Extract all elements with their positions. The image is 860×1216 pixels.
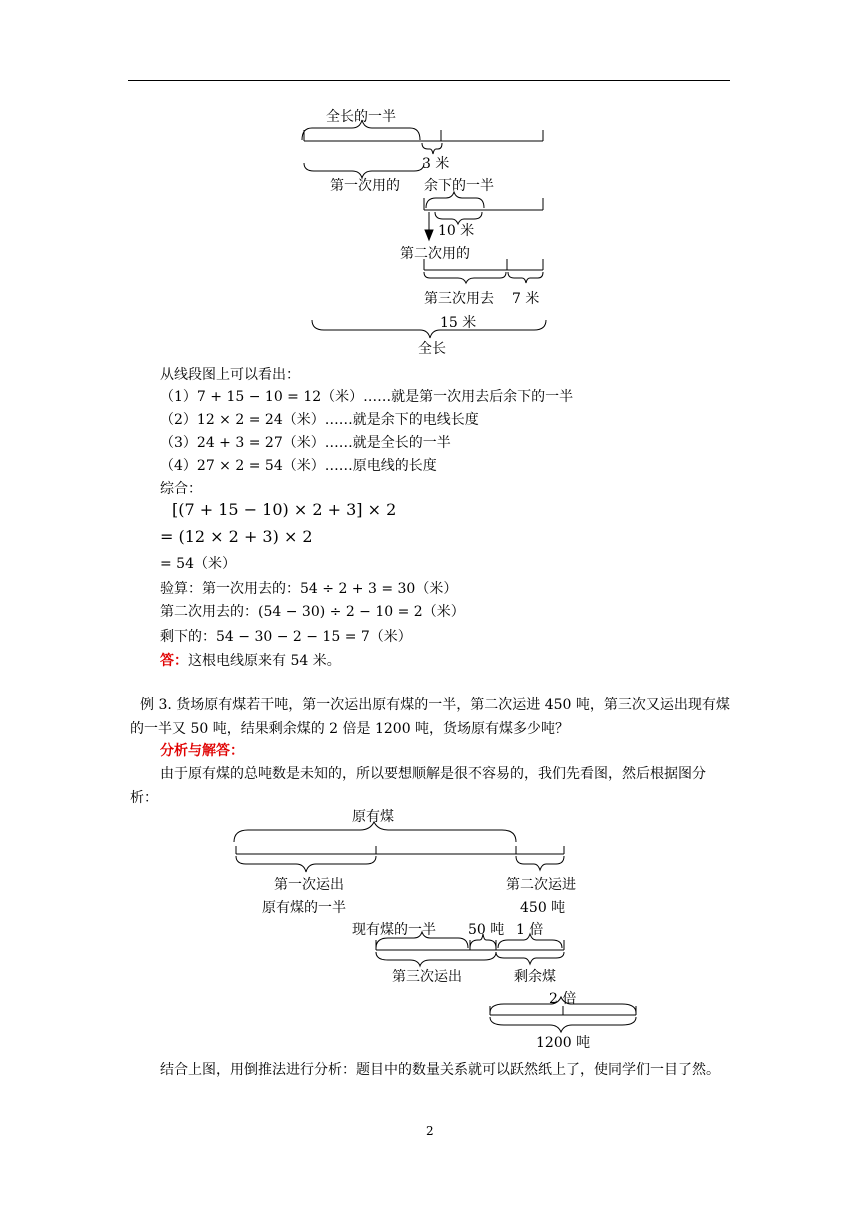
step-expression: 7 + 15 − 10 = 12 [196, 389, 322, 405]
page-number: 2 [426, 1124, 434, 1138]
label-first-used: 第一次用的 [330, 178, 400, 194]
step-expression: 12 × 2 = 24 [196, 412, 283, 428]
label-original-coal: 原有煤 [352, 809, 394, 825]
label-3m: 3 米 [422, 156, 450, 172]
example3-problem: 例 3. 货场原有煤若干吨，第一次运出原有煤的一半，第二次运进 450 吨，第三次又运出现有煤的一半又 50 吨，结果剩余煤的 2 倍是 1200 吨，货场原有煤多少吨？ [130, 697, 730, 737]
answer-text: 这根电线原来有 54 米。 [188, 653, 341, 669]
step-description: （米）……原电线的长度 [282, 458, 437, 474]
label-second-in: 第二次运进 [506, 877, 576, 893]
step-expression: 24 + 3 = 27 [196, 435, 283, 451]
label-half-length: 全长的一半 [326, 109, 396, 125]
label-third-out: 第三次运出 [392, 969, 462, 985]
label-full-length: 全长 [418, 341, 446, 357]
label-15m: 15 米 [440, 315, 477, 331]
combined-label: 综合： [160, 481, 202, 497]
step-number: （1） [160, 389, 197, 405]
label-second-used: 第二次用的 [400, 246, 470, 262]
label-first-out: 第一次运出 [274, 877, 344, 893]
step-description: （米）……就是第一次用去后余下的一半 [321, 389, 574, 405]
combined-expression-1: [(7 + 15 − 10) × 2 + 3] × 2 [172, 500, 397, 519]
step-number: （3） [160, 435, 197, 451]
answer-label: 答： [160, 653, 188, 669]
check-second: 第二次用去的：(54 − 30) ÷ 2 − 10 = 2（米） [160, 604, 465, 620]
step-description: （米）……就是余下的电线长度 [282, 412, 479, 428]
label-450-tons: 450 吨 [520, 900, 566, 916]
label-1x: 1 倍 [516, 922, 544, 938]
label-1200-tons: 1200 吨 [536, 1035, 591, 1051]
analysis-heading: 分析与解答： [160, 743, 244, 759]
step-number: （2） [160, 412, 197, 428]
label-remaining-coal: 剩余煤 [514, 969, 556, 985]
combined-result: = 54（米） [160, 556, 236, 572]
label-first-out-half: 原有煤的一半 [262, 900, 346, 916]
step-expression: 27 × 2 = 54 [196, 458, 283, 474]
example3-conclusion: 结合上图，用倒推法进行分析：题目中的数量关系就可以跃然纸上了，使同学们一目了然。 [160, 1062, 720, 1078]
check-remaining: 剩下的：54 − 30 − 2 − 15 = 7（米） [160, 629, 412, 645]
example3-analysis-text: 由于原有煤的总吨数是未知的，所以要想顺解是很不容易的，我们先看图，然后根据图分析： [130, 766, 706, 806]
label-50-tons: 50 吨 [468, 922, 505, 938]
check-first: 验算：第一次用去的：54 ÷ 2 + 3 = 30（米） [160, 581, 458, 597]
step-description: （米）……就是全长的一半 [282, 435, 451, 451]
step-number: （4） [160, 458, 197, 474]
combined-expression-2: = (12 × 2 + 3) × 2 [160, 527, 313, 546]
label-2x: 2 倍 [549, 991, 577, 1007]
analysis-intro: 从线段图上可以看出： [160, 367, 300, 383]
label-current-half: 现有煤的一半 [352, 922, 436, 938]
label-7m: 7 米 [512, 291, 540, 307]
label-third-used: 第三次用去 [424, 291, 494, 307]
label-remaining-half: 余下的一半 [424, 178, 494, 194]
label-10m: 10 米 [438, 223, 475, 239]
